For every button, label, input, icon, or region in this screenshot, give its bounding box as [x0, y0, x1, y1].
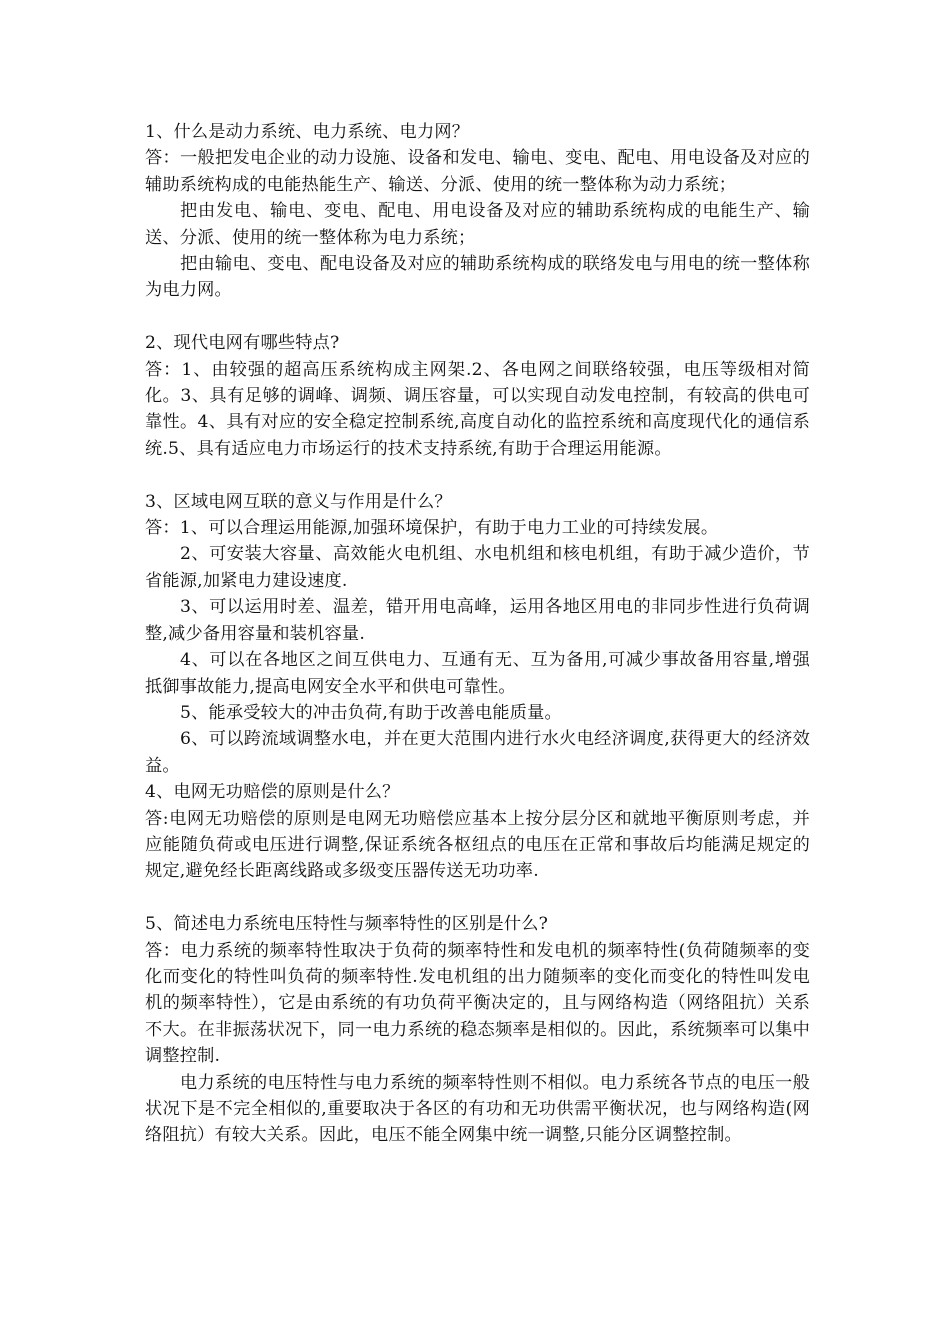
answer-1-paragraph-2: 把由发电、输电、变电、配电、用电设备及对应的辅助系统构成的电能生产、输送、分派、使用的统一整体称为电力系统；: [145, 201, 810, 248]
section-gap: [145, 885, 810, 911]
answer-3-paragraph-2: 2、可安装大容量、高效能火电机组、水电机组和核电机组，有助于减少造价，节省能源,加紧电力建设速度.: [145, 544, 810, 591]
answer-5-paragraph-1: 答：电力系统的频率特性取决于负荷的频率特性和发电机的频率特性(负荷随频率的变化而变化的特性叫负荷的频率特性.发电机组的出力随频率的变化而变化的特性叫发电机的频率特性），它是由系统的有功负荷平衡决定的，且与网络构造（网络阻抗）关系不大。在非振荡状况下，同一电力系统的稳态频率是相似的。因此，系统频率可以集中调整控制.: [145, 940, 810, 1067]
answer-3-paragraph-5: 5、能承受较大的冲击负荷,有助于改善电能质量。: [180, 702, 562, 723]
answer-3-paragraph-3: 3、可以运用时差、温差，错开用电高峰，运用各地区用电的非同步性进行负荷调整,减少备用容量和装机容量.: [145, 597, 810, 644]
section-gap: [145, 304, 810, 330]
answer-3-paragraph-1: 答：1、可以合理运用能源,加强环境保护，有助于电力工业的可持续发展。: [145, 518, 719, 539]
document-body: [145, 119, 810, 1149]
question-1: 1、什么是动力系统、电力系统、电力网？: [145, 122, 470, 142]
answer-4-paragraph-1: 答:电网无功赔偿的原则是电网无功赔偿应基本上按分层分区和就地平衡原则考虑，并应能随负荷或电压进行调整,保证系统各枢纽点的电压在正常和事故后均能满足规定的规定,避免经长距离线路或多级变压器传送无功功率.: [145, 808, 810, 882]
section-gap: [145, 462, 810, 488]
answer-3-paragraph-6: 6、可以跨流域调整水电，并在更大范围内进行水火电经济调度,获得更大的经济效益。: [145, 729, 810, 776]
answer-2-paragraph-1: 答：1、由较强的超高压系统构成主网架.2、各电网之间联络较强，电压等级相对简化。3、具有足够的调峰、调频、调压容量，可以实现自动发电控制，有较高的供电可靠性。4、具有对应的安全稳定控制系统,高度自动化的监控系统和高度现代化的通信系统.5、具有适应电力市场运行的技术支持系统,有助于合理运用能源。: [145, 359, 810, 459]
answer-5-paragraph-2: 电力系统的电压特性与电力系统的频率特性则不相似。电力系统各节点的电压一般状况下是不完全相似的,重要取决于各区的有功和无功供需平衡状况，也与网络构造(网络阻抗）有较大关系。因此，电压不能全网集中统一调整,只能分区调整控制。: [145, 1072, 810, 1146]
question-3: 3、区域电网互联的意义与作用是什么？: [145, 491, 452, 512]
question-4: 4、电网无功赔偿的原则是什么？: [145, 782, 400, 803]
answer-3-paragraph-4: 4、可以在各地区之间互供电力、互通有无、互为备用,可减少事故备用容量,增强抵御事故能力,提高电网安全水平和供电可靠性。: [145, 650, 810, 697]
answer-1-paragraph-1: 答：一般把发电企业的动力设施、设备和发电、输电、变电、配电、用电设备及对应的辅助系统构成的电能热能生产、输送、分派、使用的统一整体称为动力系统；: [145, 148, 810, 195]
question-5: 5、简述电力系统电压特性与频率特性的区别是什么?: [145, 914, 549, 935]
answer-1-paragraph-3: 把由输电、变电、配电设备及对应的辅助系统构成的联络发电与用电的统一整体称为电力网。: [145, 254, 810, 301]
question-2: 2、现代电网有哪些特点?: [145, 333, 340, 354]
